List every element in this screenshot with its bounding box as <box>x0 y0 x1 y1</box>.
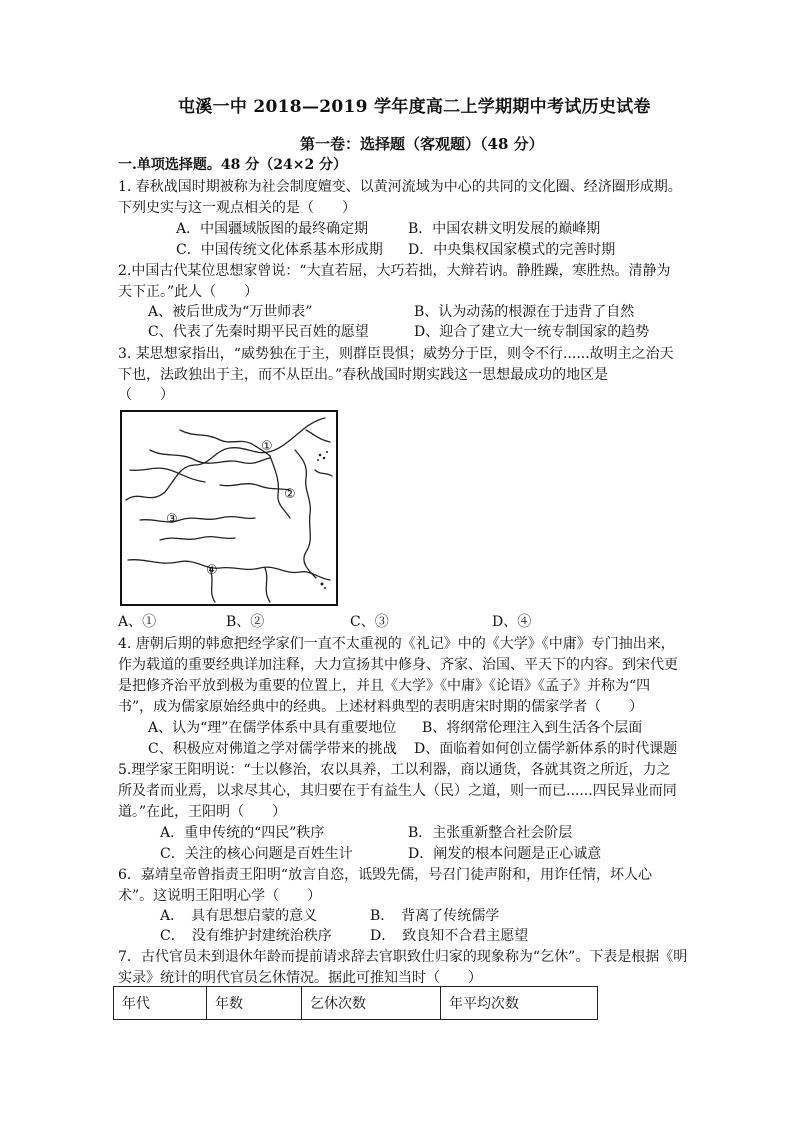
q1-stem-line1: 1. 春秋战国时期被称为社会制度嬗变、以黄河流域为中心的共同的文化圈、经济圈形成期。 <box>118 179 682 195</box>
table-header-cell: 年代 <box>114 987 207 1020</box>
q4-stem-line4: 书”，成为儒家原始经典中的经典。上述材料典型的表明唐宋时期的儒家学者（ ） <box>118 699 644 715</box>
q3-stem-line3: （ ） <box>118 387 174 403</box>
q6-option-d: D． 致良知不合君主愿望 <box>370 928 529 944</box>
map-marker-1: ① <box>261 439 273 454</box>
q6-stem-line2: 术”。这说明王阳明心学（ ） <box>118 888 322 904</box>
table-header-cell: 年平均次数 <box>441 987 598 1020</box>
q1-option-d: D．中央集权国家模式的完善时期 <box>408 242 616 258</box>
q3-option-c: C、③ <box>350 614 389 630</box>
q1-option-a: A．中国疆域版图的最终确定期 <box>176 221 369 237</box>
q4-stem-line1: 4. 唐朝后期的韩愈把经学家们一直不太重视的《礼记》中的《大学》《中庸》专门抽出来， <box>118 636 675 652</box>
q4-stem-line3: 是把修齐治平放到极为重要的位置上，并且《大学》《中庸》《论语》《孟子》并称为“四 <box>118 678 651 694</box>
q4-stem-line2: 作为载道的重要经典详加注释，大力宣扬其中修身、齐家、治国、平天下的内容。到宋代更 <box>118 657 678 673</box>
q2-option-c: C、代表了先秦时期平民百姓的愿望 <box>148 324 369 340</box>
part-title: 第一卷：选择题（客观题）（48 分） <box>300 135 544 153</box>
q4-option-b: B、将纲常伦理注入到生活各个层面 <box>422 720 643 736</box>
exam-title: 屯溪一中 2018—2019 学年度高二上学期期中考试历史试卷 <box>178 97 651 117</box>
q2-option-b: B、认为动荡的根源在于违背了自然 <box>414 304 635 320</box>
q5-option-d: D．阐发的根本问题是正心诚意 <box>408 846 602 862</box>
q6-option-c: C． 没有维护封建统治秩序 <box>160 928 332 944</box>
q3-option-d: D、④ <box>492 614 532 630</box>
q4-option-d: D、面临着如何创立儒学新体系的时代课题 <box>414 741 678 757</box>
map-marker-2: ② <box>284 487 296 502</box>
q5-option-b: B．主张重新整合社会阶层 <box>408 825 573 841</box>
q6-option-a: A． 具有思想启蒙的意义 <box>160 908 318 924</box>
q6-option-b: B． 背离了传统儒学 <box>370 908 500 924</box>
q5-stem-line2: 所及者而业焉，以求尽其心，其归要在于有益生人（民）之道，则一而已......四民异业而同 <box>118 783 677 799</box>
map-marker-4: ④ <box>206 563 218 578</box>
q5-stem-line1: 5.理学家王阳明说：“士以修治，农以具养，工以利器，商以通货，各就其资之所近，力之 <box>118 762 671 778</box>
map-marker-3: ③ <box>166 512 178 527</box>
warring-states-map <box>120 410 338 606</box>
q3-stem-line2: 下也，法政独出于主，而不从臣出。”春秋战国时期实践这一思想最成功的地区是 <box>118 367 609 383</box>
q2-stem-line1: 2.中国古代某位思想家曾说：“大直若屈，大巧若拙，大辩若讷。静胜躁，寒胜热。清静为 <box>118 263 671 279</box>
q7-stem-line2: 实录》统计的明代官员乞休情况。据此可推知当时（ ） <box>118 970 482 986</box>
q2-option-a: A、被后世成为“万世师表” <box>148 304 313 320</box>
q2-option-d: D、迎合了建立大一统专制国家的趋势 <box>414 324 650 340</box>
table-header-cell: 年数 <box>207 987 302 1020</box>
q3-option-a: A、① <box>118 614 157 630</box>
q4-option-c: C、积极应对佛道之学对儒学带来的挑战 <box>148 741 397 757</box>
q1-option-b: B．中国农耕文明发展的巅峰期 <box>408 221 601 237</box>
q5-stem-line3: 道。”在此，王阳明（ ） <box>118 804 287 820</box>
table-header-cell: 乞休次数 <box>302 987 441 1020</box>
q4-option-a: A、认为“理”在儒学体系中具有重要地位 <box>148 720 397 736</box>
table-header-row <box>114 987 598 1020</box>
q3-option-b: B、② <box>226 614 265 630</box>
map-frame <box>121 411 337 605</box>
q1-option-c: C．中国传统文化体系基本形成期 <box>176 242 383 258</box>
q7-stem-line1: 7．古代官员未到退休年龄而提前请求辞去官职致仕归家的现象称为“乞休”。下表是根据《明 <box>118 949 688 965</box>
q3-stem-line1: 3. 某思想家指出，“威势独在于主，则群臣畏惧；威势分于臣，则令不行......故明主之治天 <box>118 346 674 362</box>
q5-option-a: A．重申传统的“四民”秩序 <box>160 825 325 841</box>
q1-stem-line2: 下列史实与这一观点相关的是（ ） <box>118 200 356 216</box>
q5-option-c: C．关注的核心问题是百姓生计 <box>160 846 353 862</box>
q7-table <box>113 986 598 1020</box>
q2-stem-line2: 天下正。”此人（ ） <box>118 284 259 300</box>
section-heading: 一.单项选择题。48 分（24×2 分） <box>118 157 348 173</box>
q6-stem-line1: 6．嘉靖皇帝曾指责王阳明“放言自恣，诋毁先儒，号召门徒声附和，用诈任情，坏人心 <box>118 867 653 883</box>
